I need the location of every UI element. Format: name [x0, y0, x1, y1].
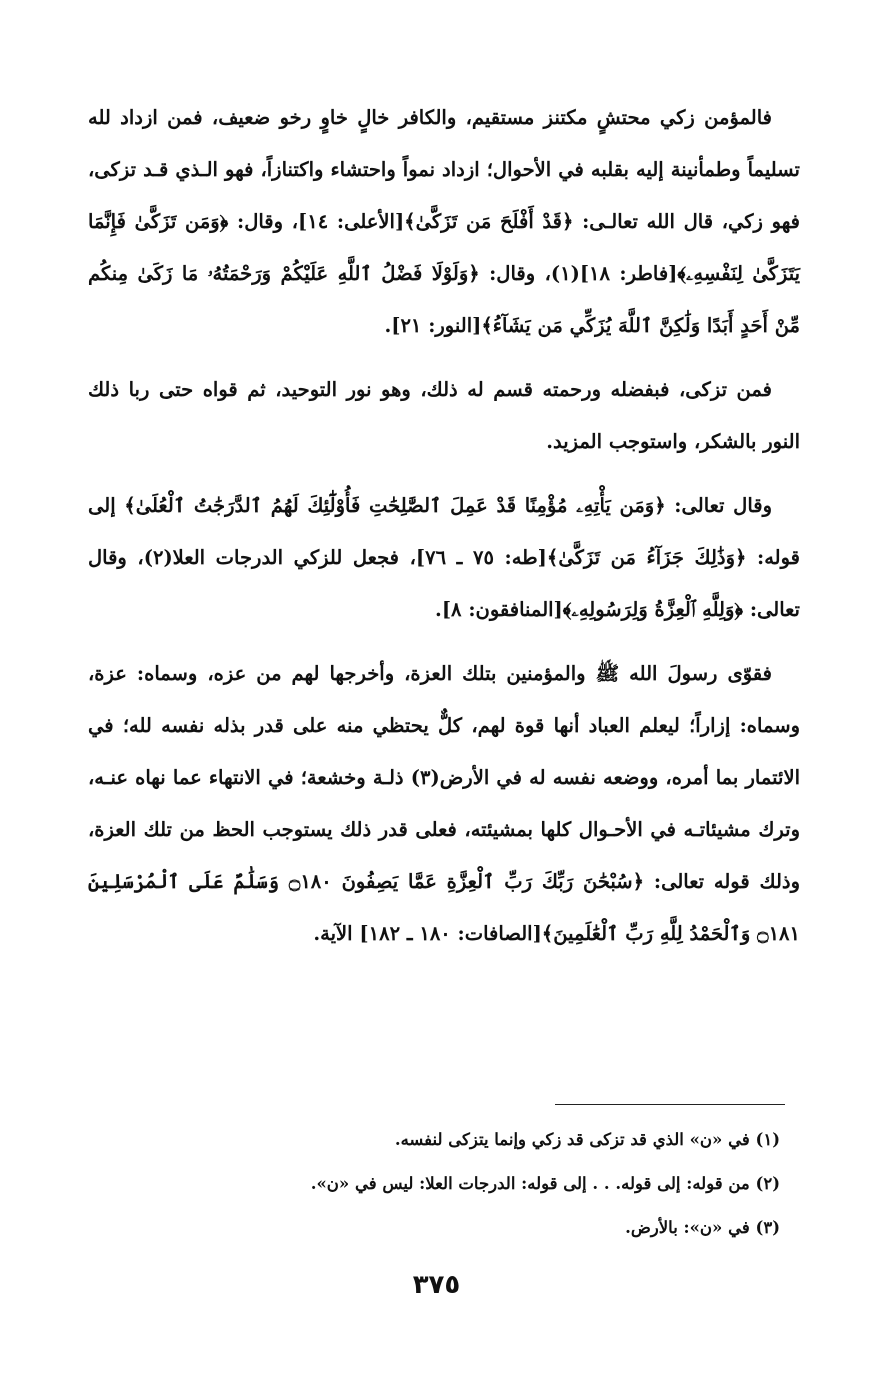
footnotes: [88, 1118, 800, 1250]
footnote-divider: [555, 1104, 785, 1105]
footnote: (٢) من قوله: إلى قوله. . . إلى قوله: الدرجات العلا: ليس في «ن».: [310, 1174, 780, 1193]
paragraph: فالمؤمن زكي محتشٍ مكتنز مستقيم، والكافر خالٍ خاوٍ رخو ضعيف، فمن ازداد لله تسليماً وطمأنينة إليه بقلبه في الأحوال؛ ازداد نمواً واحتشاء واكتنازاً، فهو الـذي قـد تزكى، فهو زكي، قال الله تعالـى: ﴿قَدْ أَفْلَحَ مَن تَزَكَّىٰ﴾[الأعلى: ١٤]، وقال: ﴿وَمَن تَزَكَّىٰ فَإِنَّمَا يَتَزَكَّىٰ لِنَفْسِهِۦ﴾[فاطر: ١٨](١)، وقال: ﴿وَلَوْلَا فَضْلُ ٱللَّهِ عَلَيْكُمْ وَرَحْمَتُهُۥ مَا زَكَىٰ مِنكُم مِّنْ أَحَدٍ أَبَدًا وَلَٰكِنَّ ٱللَّهَ يُزَكِّي مَن يَشَآءُ﴾[النور: ٢١].: [88, 106, 800, 337]
footnote: (١) في «ن» الذي قد تزكى قد زكي وإنما يتزكى لنفسه.: [394, 1130, 780, 1149]
page-number: ٣٧٥: [412, 1270, 461, 1300]
main-text: [88, 92, 800, 972]
paragraph: فقوّى رسولَ الله ﷺ والمؤمنين بتلك العزة، وأخرجها لهم من عزه، وسماه: عزة، وسماه: إزاراً؛ ليعلم العباد أنها قوة لهم، كلٌّ يحتظي منه على قدر بذله نفسه لله؛ في الائتمار بما أمره، ووضعه نفسه له في الأرض(٣) ذلـة وخشعة؛ في الانتهاء عما نهاه عنـه، وترك مشيئاتـه في الأحـوال كلها بمشيئته، فعلى قدر ذلك يستوجب الحظ من تلك العزة، وذلك قوله تعالى: ﴿سُبْحَٰنَ رَبِّكَ رَبِّ ٱلْعِزَّةِ عَمَّا يَصِفُونَ ۝١٨٠ وَسَلَٰمٌ عَلَى ٱلْمُرْسَلِينَ ۝١٨١ وَٱلْحَمْدُ لِلَّهِ رَبِّ ٱلْعَٰلَمِينَ﴾[الصافات: ١٨٠ ـ ١٨٢] الآية.: [88, 662, 800, 945]
footnote: (٣) في «ن»: بالأرض.: [625, 1218, 780, 1237]
paragraph: فمن تزكى، فبفضله ورحمته قسم له ذلك، وهو نور التوحيد، ثم قواه حتى ربا ذلك النور بالشكر، واستوجب المزيد.: [88, 378, 800, 453]
paragraph: وقال تعالى: ﴿وَمَن يَأْتِهِۦ مُؤْمِنًا قَدْ عَمِلَ ٱلصَّٰلِحَٰتِ فَأُوْلَٰٓئِكَ لَهُمُ ٱلدَّرَجَٰتُ ٱلْعُلَىٰ﴾ إلى قوله: ﴿وَذَٰلِكَ جَزَآءُ مَن تَزَكَّىٰ﴾[طه: ٧٥ ـ ٧٦]، فجعل للزكي الدرجات العلا(٢)، وقال تعالى: ﴿وَلِلَّهِ ٱلْعِزَّةُ وَلِرَسُولِهِۦ﴾[المنافقون: ٨].: [88, 494, 800, 621]
